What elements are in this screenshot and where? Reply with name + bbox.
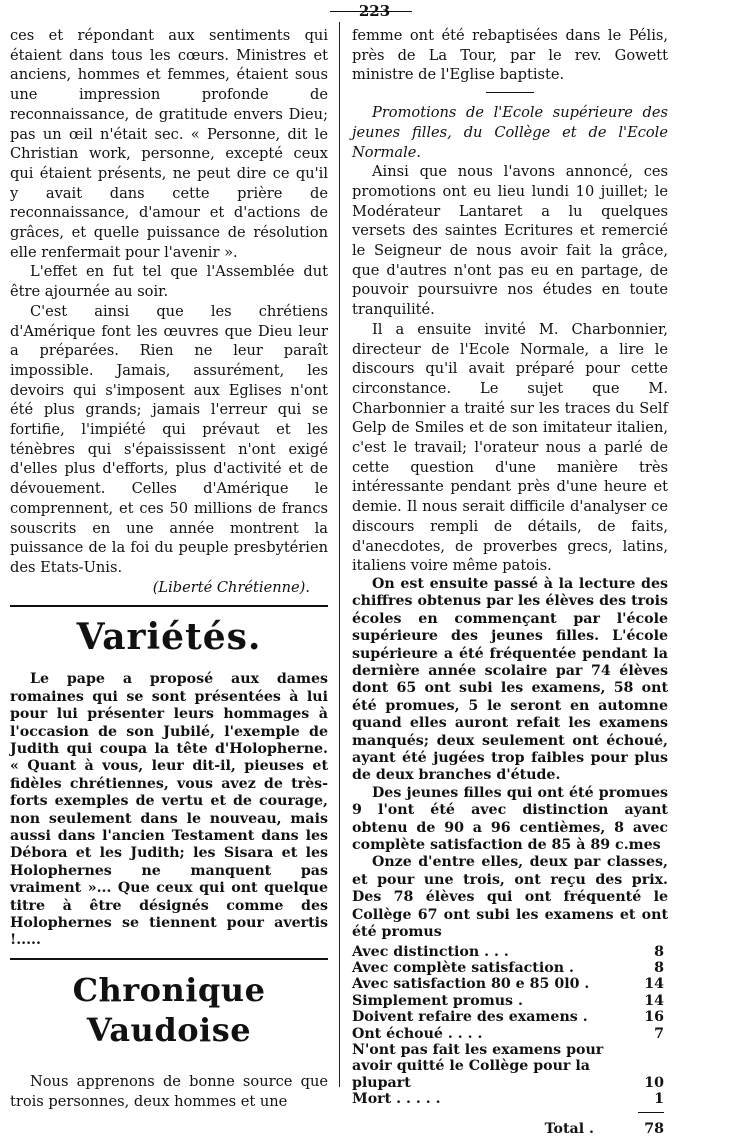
article-paragraph: Des jeunes filles qui ont été promues 9 l'ont été avec distinction ayant obtenu de 90 a 96 centièmes, 8 avec complète satisfaction de 85 à 89 c.mes [352, 784, 668, 854]
results-label: Mort . . . . . [352, 1091, 441, 1108]
page-number: 223 [0, 2, 749, 20]
results-row [352, 960, 668, 976]
results-value: 14 [644, 992, 664, 1009]
results-value: 8 [654, 943, 664, 960]
article-paragraph: Il a ensuite invité M. Charbonnier, directeur de l'Ecole Normale, a lire le discours qu'il avait préparé pour cette circonstance. Le sujet que M. Charbonnier a traité sur les traces du Self Gelp de Smiles et de son imitateur italien, c'est le travail; l'orateur nous a parlé de cette question d'une manière très intéressante pendant près d'une heure et demie. Il nous serait difficile d'analyser ce discours rempli de détails, de faits, d'anecdotes, de proverbes grecs, latins, italiens voire même patois. [352, 320, 668, 575]
results-label: Avec complète satisfaction . [352, 959, 574, 976]
article-paragraph: femme ont été rebaptisées dans le Pélis, près de La Tour, par le rev. Gowett ministre de l'Eglise baptiste. [352, 27, 668, 84]
results-value: 10 [644, 1074, 664, 1091]
left-column [10, 26, 328, 1111]
short-separator [486, 92, 534, 93]
article-paragraph: C'est ainsi que les chrétiens d'Amérique font les œuvres que Dieu leur a préparées. Rien ne leur paraît impossible. Jamais, assurément, les devoirs qui s'imposent aux Eglises n'ont été plus grands; jamais l'erreur qui se fortifie, l'impiété qui prévaut et les ténèbres qui s'épaississent n'ont exigé d'elles plus d'efforts, plus d'activité et de dévouement. Celles d'Amérique le comprennent, et ces 50 millions de francs souscrits en une année montrent la puissance de la foi du peuple presbytérien des Etats-Unis. [10, 302, 328, 576]
results-row [352, 1042, 668, 1091]
results-row [352, 944, 668, 960]
article-paragraph: L'effet en fut tel que l'Assemblée dut être ajournée au soir. [10, 263, 328, 301]
results-total-row [352, 1121, 668, 1137]
results-label: Avec satisfaction 80 e 85 0l0 . [352, 976, 590, 993]
column-divider [339, 22, 340, 1087]
results-row [352, 993, 668, 1009]
results-label: Simplement promus . [352, 992, 523, 1009]
results-value: 7 [654, 1025, 664, 1042]
article-paragraph: On est ensuite passé à la lecture des chiffres obtenus par les élèves des trois écoles en commençant par l'école supérieure des jeunes filles. L'école supérieure a été fréquentée pendant la dernière année scolaire par 74 élèves dont 65 ont subi les examens, 58 ont été promues, 5 le seront en automne quand elles auront refait les examens manqués; deux seulement ont échoué, ayant été jugées trop faibles pour plus de deux branches d'étude. [352, 575, 668, 784]
results-value: 1 [654, 1091, 664, 1108]
results-row [352, 976, 668, 992]
results-row [352, 1091, 668, 1107]
total-label: Total . [544, 1120, 594, 1137]
section-title-chronique: Chronique Vaudoise [72, 970, 266, 1049]
results-table [352, 944, 668, 1137]
results-value: 16 [644, 1009, 664, 1026]
chronique-paragraph: Nous apprenons de bonne source que trois personnes, deux hommes et une [10, 1072, 328, 1110]
article-paragraph: ces et répondant aux sentiments qui étaient dans tous les cœurs. Ministres et anciens, hommes et femmes, étaient sous une impression profonde de reconnaissance, de gratitude envers Dieu; pas un œil n'était sec. « Personne, dit le Christian work, personne, excepté ceux qui étaient présents, ne peut dire ce qu'il y avait dans cette prière de reconnaissance, d'amour et d'actions de grâces, et quelle puissance de résolution elle renfermait pour l'avenir ». [10, 27, 328, 261]
results-row [352, 1026, 668, 1042]
results-label: Ont échoué . . . . [352, 1025, 483, 1042]
section-divider [10, 605, 328, 607]
results-value: 8 [654, 959, 664, 976]
right-column [352, 26, 668, 1137]
promotions-heading: Promotions de l'Ecole supérieure des jeunes filles, du Collège et de l'Ecole Normale. [352, 104, 668, 161]
varietes-paragraph: Le pape a proposé aux dames romaines qui se sont présentées à lui pour lui présenter leurs hommages à l'occasion de son Jubilé, l'exemple de Judith qui coupa la tête d'Holopherne. « Quant à vous, leur dit-il, pieuses et fidèles chrétiennes, vous avez de très-forts exemples de vertu et de courage, non seulement dans le nouveau, mais aussi dans l'ancien Testament dans les Débora et les Judith; les Sisara et les Holophernes ne manquent pas vraiment »... Que ceux qui ont quelque titre à être désignés comme des Holophernes se tiennent pour avertis !..... [10, 671, 328, 949]
article-source: (Liberté Chrétienne). [152, 578, 310, 596]
section-divider [10, 958, 328, 960]
section-title-varietes: Variétés. [76, 616, 262, 659]
results-value: 14 [644, 976, 664, 993]
results-label: Doivent refaire des examens . [352, 1009, 588, 1026]
article-paragraph: Ainsi que nous l'avons annoncé, ces promotions ont eu lieu lundi 10 juillet; le Modérateur Lantaret a lu quelques versets des saintes Ecritures et remercié le Seigneur de nous avoir fait la grâce, que d'autres n'ont pas eu en partage, de pouvoir poursuivre nos études en toute tranquilité. [352, 163, 668, 319]
article-paragraph: Onze d'entre elles, deux par classes, et pour une trois, ont reçu des prix. Des 78 élèves qui ont fréquenté le Collège 67 ont subi les examens et ont été promus [352, 854, 668, 941]
results-label: Avec distinction . . . [352, 943, 509, 960]
total-rule [638, 1112, 664, 1113]
results-label: N'ont pas fait les examens pour avoir quitté le Collège pour la plupart [352, 1041, 604, 1091]
results-row [352, 1009, 668, 1025]
total-value: 78 [644, 1120, 664, 1137]
